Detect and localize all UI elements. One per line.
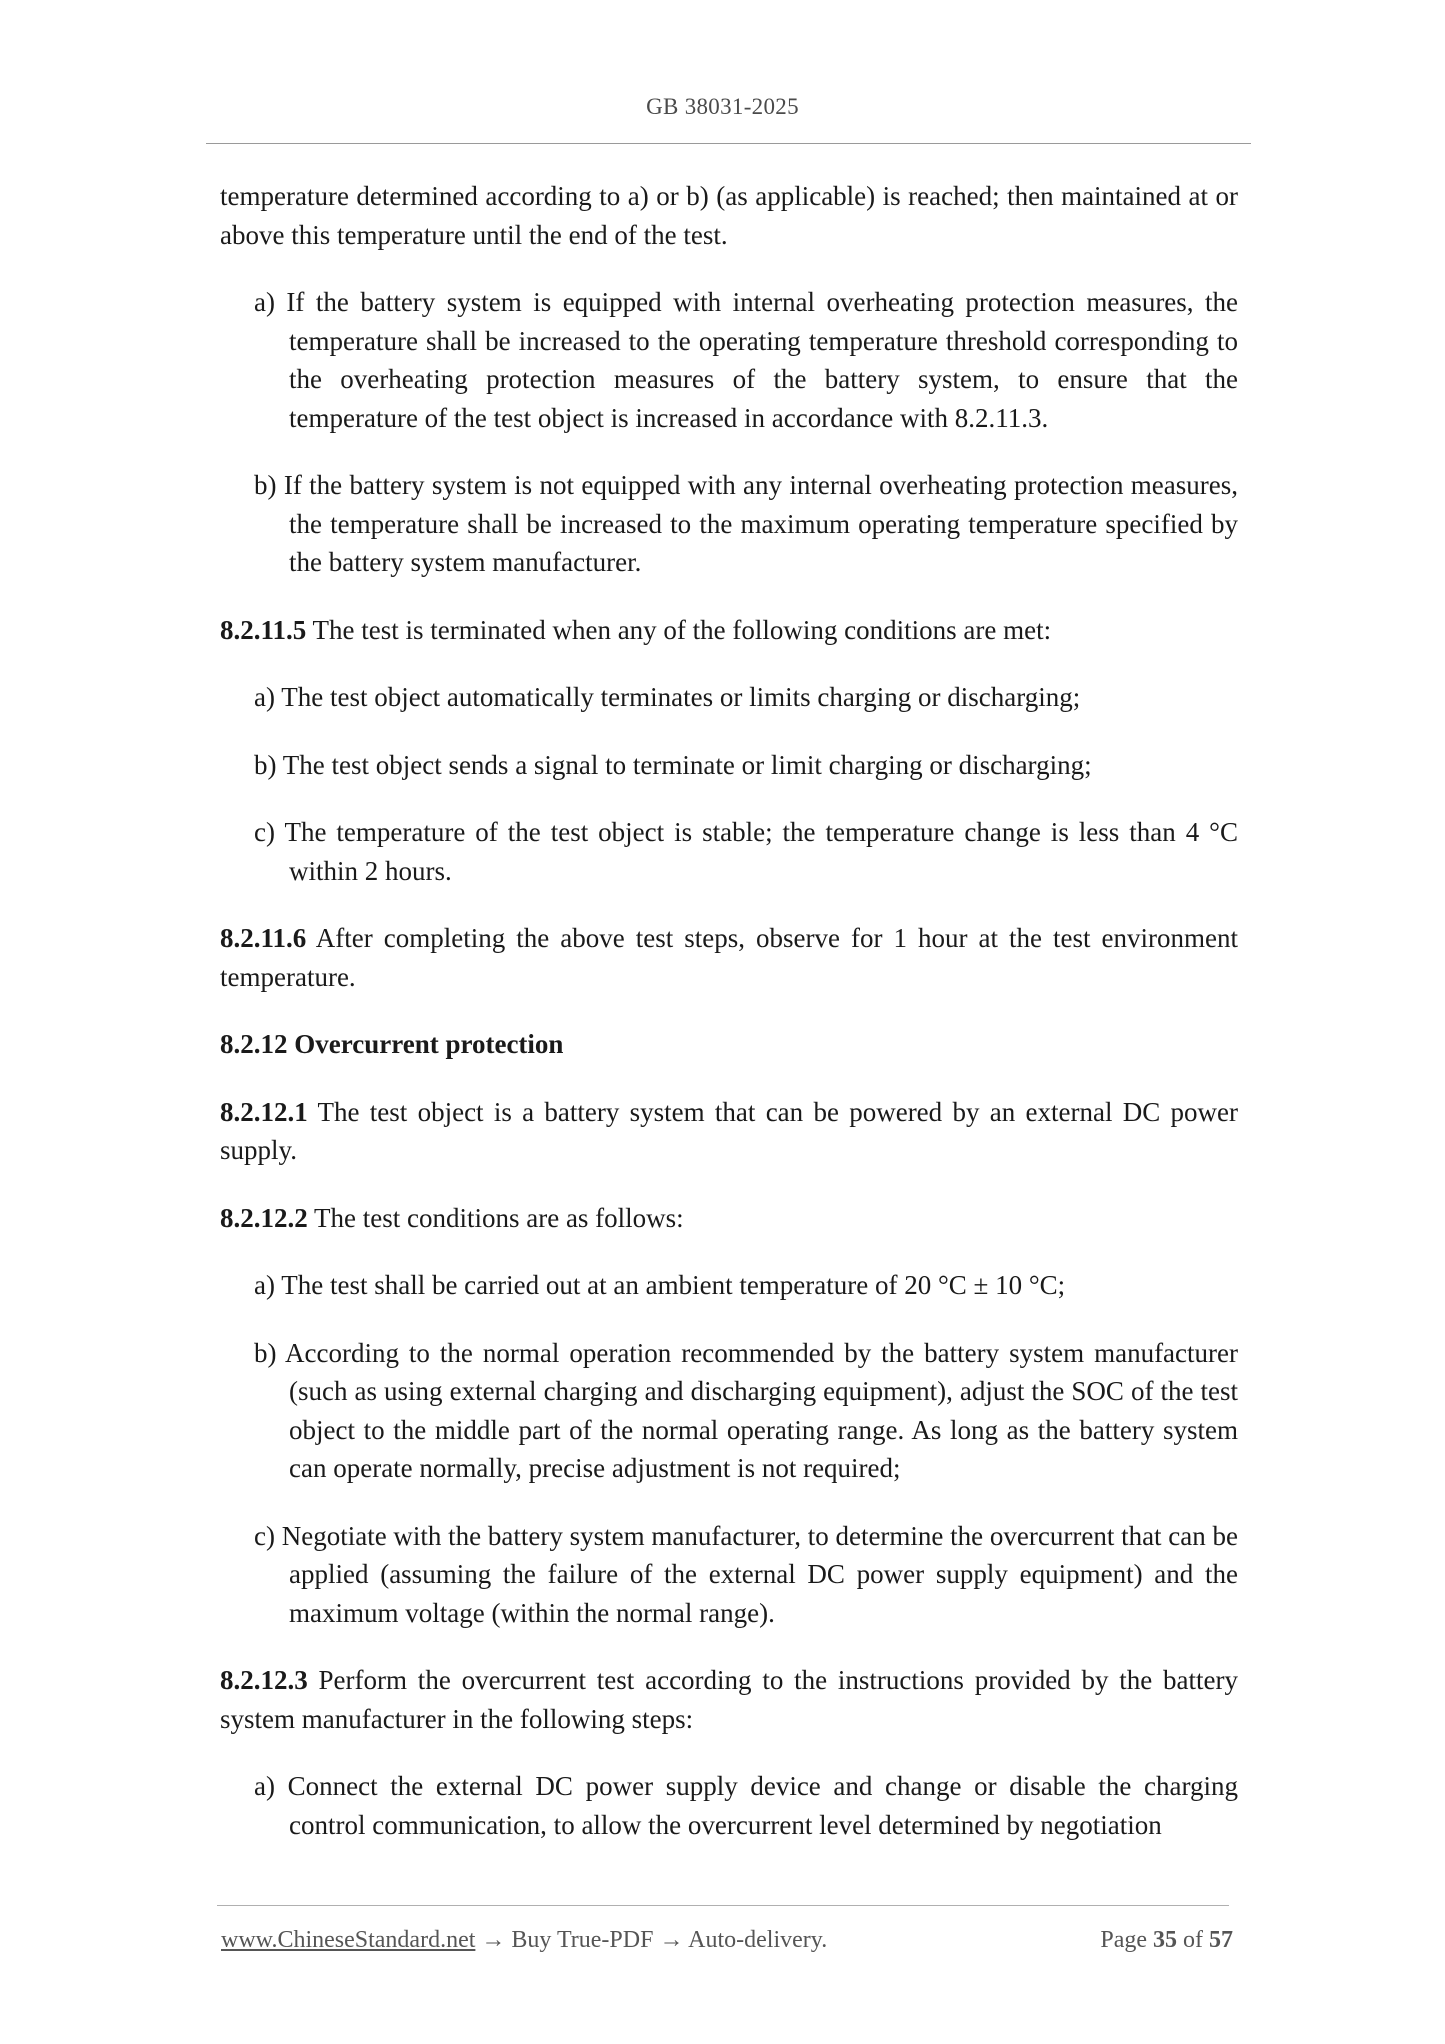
page-total: 57 [1209, 1927, 1233, 1953]
clause-number: 8.2.12.3 [220, 1665, 308, 1695]
clause-text: The test object is a battery system that can be powered by an external DC power supply. [220, 1096, 1238, 1165]
clause-text: After completing the above test steps, observe for 1 hour at the test environment temperature. [220, 923, 1238, 992]
list-item: a) If the battery system is equipped with internal overheating protection measures, the temperature shall be increased to the operating temperature threshold corresponding to the overheating protection measures of the battery system, to ensure that the temperature of the test object is increased in accordance with 8.2.11.3. [254, 287, 1238, 433]
footer-divider [217, 1905, 1229, 1906]
clause-number: 8.2.11.5 [220, 614, 307, 645]
page-current: 35 [1153, 1927, 1177, 1953]
list-item: a) Connect the external DC power supply device and change or disable the charging control communication, to allow the overcurrent level determined by negotiation [254, 1771, 1238, 1840]
footer-promo [221, 1927, 827, 1954]
document-header: GB 38031-2025 [646, 94, 799, 119]
clause-text: The test conditions are as follows: [307, 1202, 684, 1233]
list-item: c) The temperature of the test object is stable; the temperature change is less than 4 °C within 2 hours. [254, 817, 1238, 886]
section-heading: 8.2.12 Overcurrent protection [220, 1029, 564, 1059]
clause-number: 8.2.11.6 [220, 923, 307, 953]
buy-pdf-text: Buy True-PDF [511, 1927, 654, 1953]
delivery-text: Auto-delivery. [688, 1927, 828, 1953]
website-link[interactable]: www.ChineseStandard.net [221, 1927, 476, 1953]
clause-8-2-11-5 [220, 611, 1238, 650]
clause-text: The test is terminated when any of the following conditions are met: [306, 614, 1052, 645]
page-indicator [1100, 1927, 1233, 1954]
document-body [220, 177, 1238, 1873]
page-label: Page [1100, 1927, 1147, 1953]
arrow-right-icon: → [475, 1927, 512, 1953]
list-item: a) The test shall be carried out at an ambient temperature of 20 °C ± 10 °C; [254, 1270, 1066, 1300]
header-divider [206, 143, 1251, 144]
clause-8-2-12-1 [220, 1093, 1238, 1170]
clause-8-2-12-3 [220, 1661, 1238, 1738]
list-item: b) According to the normal operation recommended by the battery system manufacturer (such as using external charging and discharging equipment), adjust the SOC of the test object to the middle part of the normal operating range. As long as the battery system can operate normally, precise adjustment is not required; [254, 1337, 1238, 1483]
clause-number: 8.2.12.2 [220, 1202, 308, 1233]
list-item: b) If the battery system is not equipped with any internal overheating protection measures, the temperature shall be increased to the maximum operating temperature specified by the battery system manufacturer. [254, 470, 1238, 577]
page-of: of [1183, 1927, 1203, 1953]
clause-8-2-12-2 [220, 1199, 1238, 1238]
list-item: a) The test object automatically terminates or limits charging or discharging; [254, 682, 1081, 712]
list-item: b) The test object sends a signal to terminate or limit charging or discharging; [254, 749, 1092, 780]
clause-text: Perform the overcurrent test according to the instructions provided by the battery system manufacturer in the following steps: [220, 1665, 1238, 1734]
intro-paragraph: temperature determined according to a) or b) (as applicable) is reached; then maintained at or above this temperature until the end of the test. [220, 181, 1238, 250]
clause-8-2-11-6 [220, 919, 1238, 996]
arrow-right-icon: → [653, 1927, 689, 1953]
clause-number: 8.2.12.1 [220, 1096, 308, 1127]
list-item: c) Negotiate with the battery system manufacturer, to determine the overcurrent that can be applied (assuming the failure of the external DC power supply equipment) and the maximum voltage (within the normal range). [254, 1520, 1239, 1628]
